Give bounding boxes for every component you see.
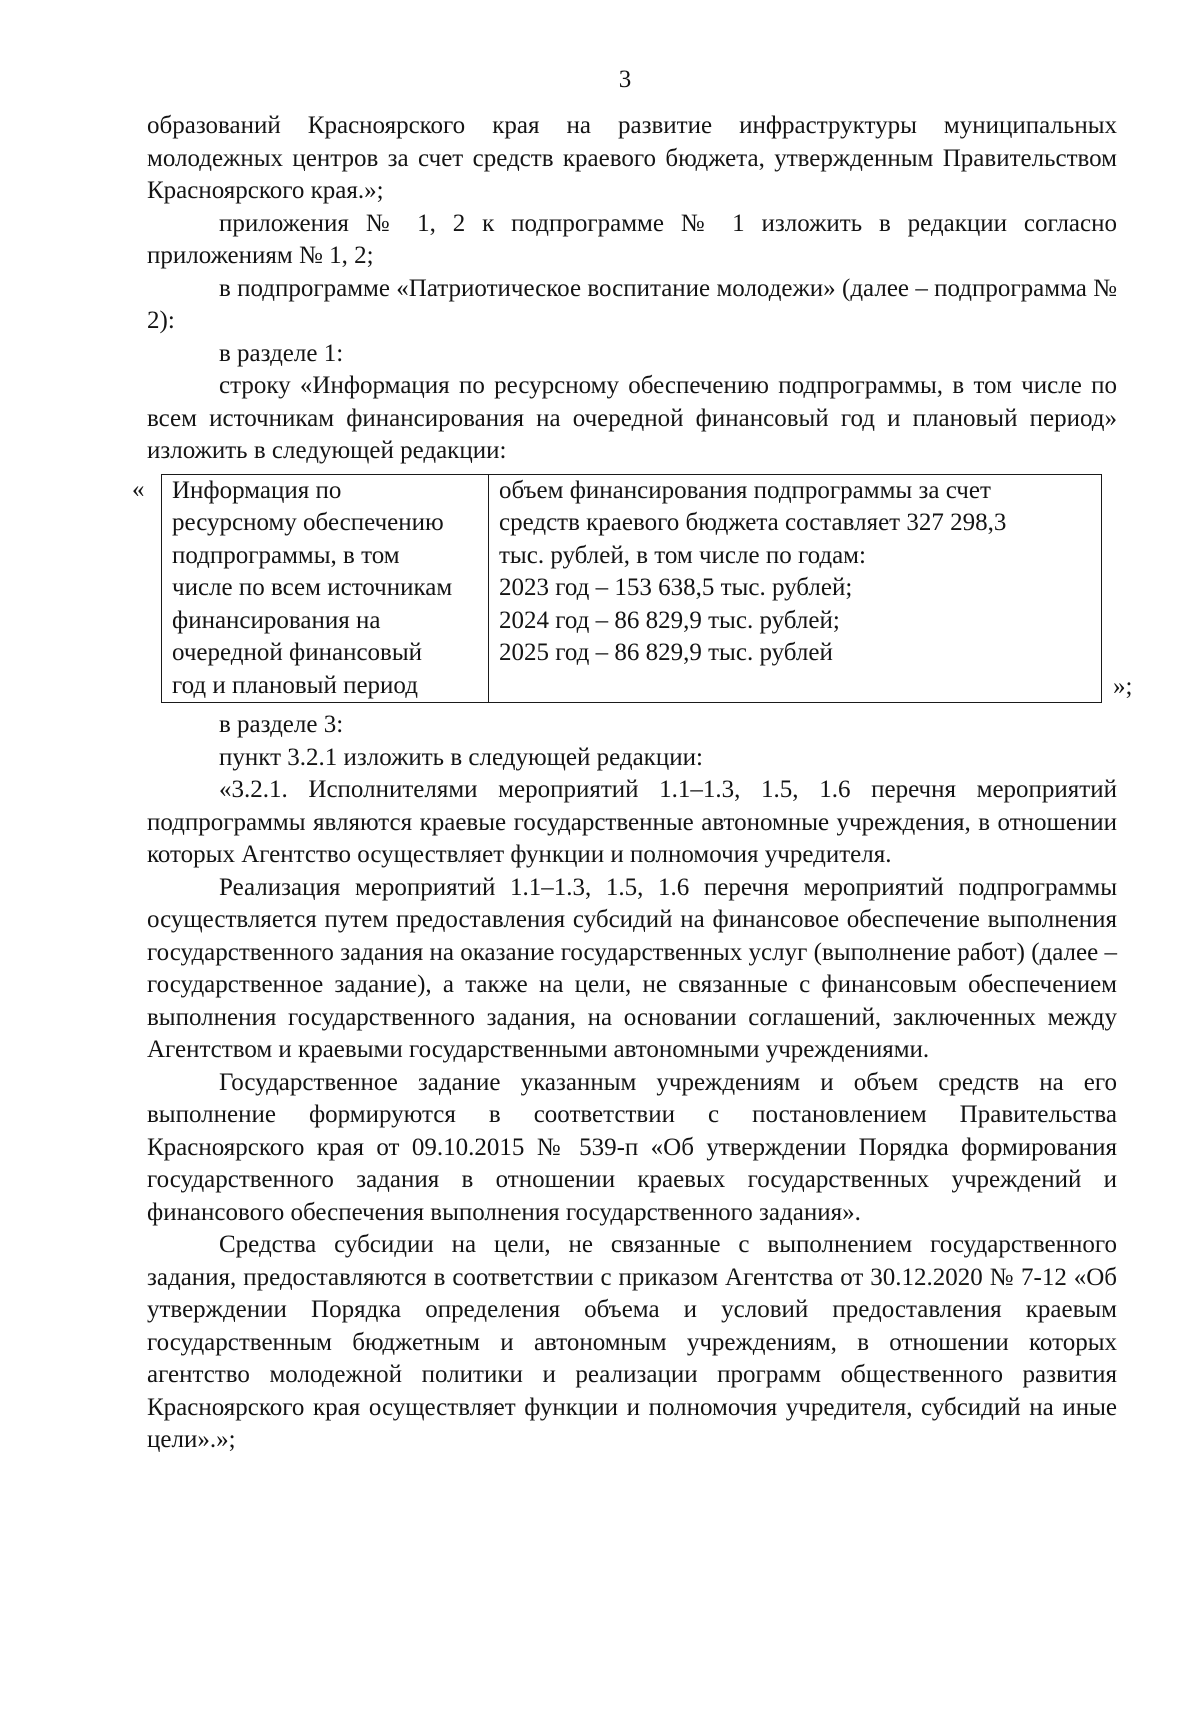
table-line: год и плановый период [172, 671, 418, 699]
paragraph: в разделе 1: [219, 339, 344, 367]
table-line: очередной финансовый [172, 639, 423, 666]
table-cell-value [489, 474, 1102, 703]
paragraph: Средства субсидии на цели, не связанные с выполнением государственного задания, предоставляются в соответствии с приказом Агентства от 30.12.2020 № 7-12 «Об утверждении Порядка определения объема и условий предоставления краевым государственным бюджетным и автономным учреждениям, в отношении которых агентство молодежной политики и реализации программ общественного развития Красноярского края осуществляет функции и полномочия учредителя, субсидий на иные цели».»; [147, 1231, 1117, 1453]
paragraph: образований Красноярского края на развитие инфраструктуры муниципальных молодежных центров за счет средств краевого бюджета, утвержденным Правительством Красноярского края.»; [147, 112, 1117, 204]
page-number: 3 [618, 66, 632, 93]
table-line: Информация по [172, 476, 342, 504]
paragraph: «3.2.1. Исполнителями мероприятий 1.1–1.3, 1.5, 1.6 перечня мероприятий подпрограммы являются краевые государственные автономные учреждения, в отношении которых Агентство осуществляет функции и полномочия учредителя. [147, 776, 1117, 868]
table-line: финансирования на [172, 606, 381, 634]
table-line: тыс. рублей, в том числе по годам: [499, 541, 866, 569]
table-close-quote: »; [1113, 672, 1133, 700]
paragraphs-before [147, 110, 1117, 468]
paragraph: Реализация мероприятий 1.1–1.3, 1.5, 1.6 перечня мероприятий подпрограммы осуществляется путем предоставления субсидий на финансовое обеспечение выполнения государственного задания на оказание государственных услуг (выполнение работ) (далее – государственное задание), а также на цели, не связанные с финансовым обеспечением выполнения государственного задания, на основании соглашений, заключенных между Агентством и краевыми государственными автономными учреждениями. [147, 873, 1117, 1063]
paragraphs-after [147, 709, 1117, 1457]
table-cell-label [162, 474, 489, 703]
table-open-quote: « [132, 475, 145, 503]
table-line: 2024 год – 86 829,9 тыс. рублей; [499, 606, 840, 634]
paragraph: пункт 3.2.1 изложить в следующей редакции: [219, 743, 703, 771]
table-row [162, 474, 1102, 703]
table-line: ресурсному обеспечению [172, 509, 444, 536]
resource-table-block [132, 474, 1133, 704]
table-line: 2023 год – 153 638,5 тыс. рублей; [499, 574, 853, 601]
paragraph: Государственное задание указанным учреждениям и объем средств на его выполнение формируются в соответствии с постановлением Правительства Красноярского края от 09.10.2015 № 539-п «Об утверждении Порядка формирования государственного задания в отношении краевых государственных учреждений и финансового обеспечения выполнения государственного задания». [147, 1068, 1117, 1226]
table-line: объем финансирования подпрограммы за счет [499, 476, 991, 504]
table-line: 2025 год – 86 829,9 тыс. рублей [499, 639, 833, 666]
resource-table [161, 474, 1102, 704]
table-line: числе по всем источникам [172, 574, 453, 601]
paragraph: в подпрограмме «Патриотическое воспитание молодежи» (далее – подпрограмма № 2): [147, 274, 1117, 334]
paragraph: строку «Информация по ресурсному обеспечению подпрограммы, в том числе по всем источникам финансирования на очередной финансовый год и плановый период» изложить в следующей редакции: [147, 372, 1117, 464]
table-line: средств краевого бюджета составляет 327 298,3 [499, 509, 1007, 536]
paragraph: приложения № 1, 2 к подпрограмме № 1 изложить в редакции согласно приложениям № 1, 2; [147, 209, 1117, 269]
table-line: подпрограммы, в том [172, 541, 400, 569]
paragraph: в разделе 3: [219, 711, 344, 738]
document-body [132, 110, 1133, 1457]
